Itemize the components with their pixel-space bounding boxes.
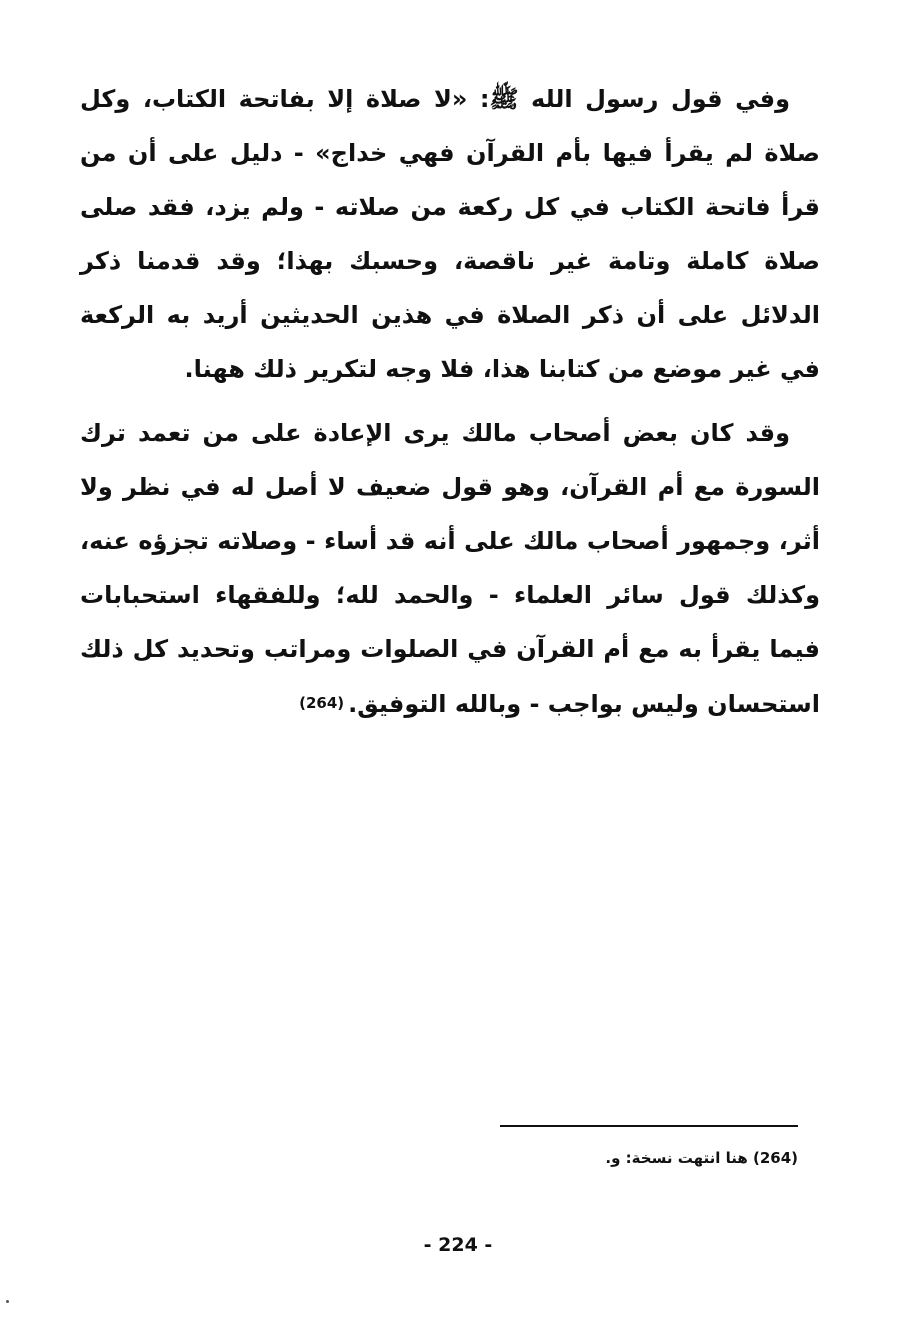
main-text [80,72,820,731]
footnote-text: (264) هنا انتهت نسخة: و. [605,1149,798,1167]
paragraph-1 [80,72,820,396]
footnote-reference-marker: (264) [299,694,345,712]
footnote-separator-rule [500,1125,798,1127]
paragraph-2 [80,406,820,731]
footnote [500,1146,798,1170]
paragraph-1-text: وفي قول رسول الله ﷺ: «لا صلاة إلا بفاتحة الكتاب، وكل صلاة لم يقرأ فيها بأم القرآن فهي خداج» - دليل على أن من قرأ فاتحة الكتاب في كل ركعة من صلاته - ولم يزد، فقد صلى صلاة كاملة وتامة غير ناقصة، وحسبك بهذا؛ وقد قدمنا ذكر الدلائل على أن ذكر الصلاة في هذين الحديثين أريد به الركعة في غير موضع من كتابنا هذا، فلا وجه لتكرير ذلك ههنا. [80,85,820,383]
paragraph-2-text: وقد كان بعض أصحاب مالك يرى الإعادة على من تعمد ترك السورة مع أم القرآن، وهو قول ضعيف لا أصل له في نظر ولا أثر، وجمهور أصحاب مالك على أنه قد أساء - وصلاته تجزؤه عنه، وكذلك قول سائر العلماء - والحمد لله؛ وللفقهاء استحبابات فيما يقرأ به مع أم القرآن في الصلوات ومراتب وتحديد كل ذلك استحسان وليس بواجب - وبالله التوفيق. [80,419,820,718]
page-number: - 224 - [423,1234,493,1256]
scan-speck [6,1300,9,1303]
